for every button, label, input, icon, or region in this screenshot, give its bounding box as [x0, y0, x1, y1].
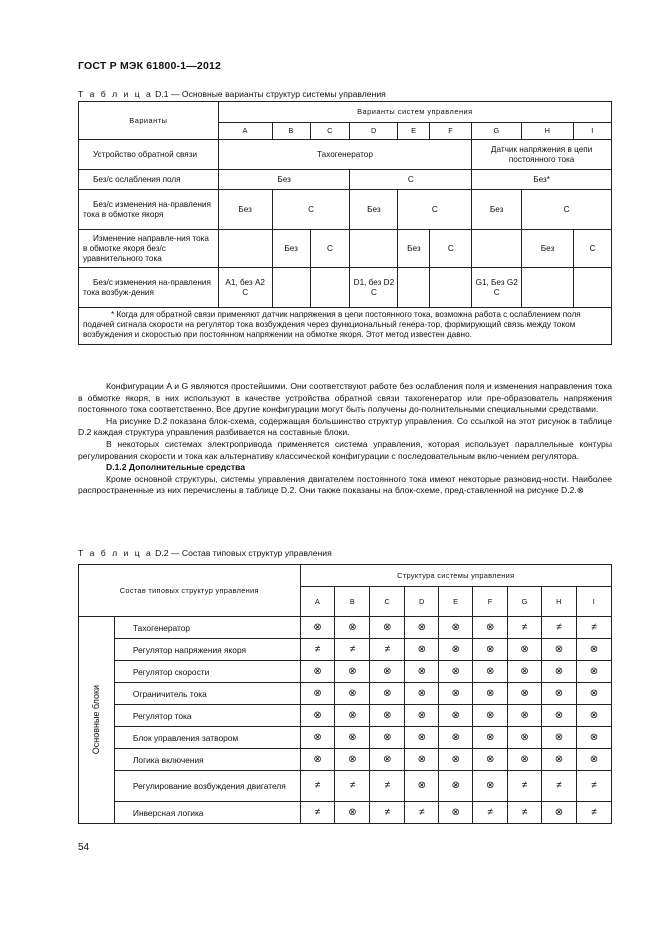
t2-letter: B: [335, 587, 370, 617]
t1-cell: Без*: [472, 170, 612, 190]
t1-footnote-text: * Когда для обратной связи применяют датчик напряжения в цепи постоянного тока, возможна работа с ослаблением поля подачей сигнала скорости на регулятор тока возбуждения через функциональный генера-тор, формирующий связь между током возбуждения и скоростью при постоянном напряжении на обмотке якоря. Этот метод известен давно.: [83, 310, 581, 339]
t2-symbol-cell: ⊗: [439, 727, 473, 749]
t2-symbol-cell: ≠: [576, 771, 611, 802]
t2-symbol-cell: ⊗: [300, 727, 335, 749]
t2-symbol-cell: ⊗: [300, 749, 335, 771]
table-d1: [78, 101, 612, 345]
t2-symbol-cell: ⊗: [439, 749, 473, 771]
document-header: ГОСТ Р МЭК 61800-1—2012: [78, 60, 222, 72]
t2-letter: G: [508, 587, 542, 617]
t2-symbol-cell: ⊗: [508, 661, 542, 683]
t1-letter: A: [218, 123, 272, 140]
t1-cell: Без: [218, 190, 272, 230]
t2-symbol-cell: ⊗: [405, 661, 439, 683]
t1-cell: [574, 268, 612, 308]
t2-letter: D: [405, 587, 439, 617]
t2-row: [79, 705, 612, 727]
t1-cell: [218, 230, 272, 268]
t1-cell: С: [310, 230, 350, 268]
t2-symbol-cell: ⊗: [370, 617, 405, 639]
t2-letter: E: [439, 587, 473, 617]
t2-symbol-cell: ⊗: [300, 683, 335, 705]
t2-symbol-cell: ⊗: [439, 683, 473, 705]
t1-cell: [350, 230, 398, 268]
t1-letter: E: [398, 123, 430, 140]
t1-cell: [430, 268, 472, 308]
t2-symbol-cell: ⊗: [576, 661, 611, 683]
t2-symbol-cell: ≠: [508, 771, 542, 802]
t2-symbol-cell: ⊗: [405, 639, 439, 661]
table2-caption: [78, 548, 332, 558]
t1-letter: B: [272, 123, 310, 140]
t2-symbol-cell: ⊗: [335, 661, 370, 683]
t1-header-variants: Варианты: [79, 102, 219, 140]
t2-symbol-cell: ⊗: [300, 661, 335, 683]
t2-symbol-cell: ⊗: [439, 705, 473, 727]
t2-symbol-cell: ⊗: [370, 661, 405, 683]
t2-symbol-cell: ⊗: [542, 661, 577, 683]
t1-letter: G: [472, 123, 522, 140]
t2-symbol-cell: ⊗: [405, 749, 439, 771]
t1-cell: С: [398, 190, 472, 230]
t2-row: [79, 617, 612, 639]
t2-symbol-cell: ⊗: [508, 749, 542, 771]
t1-cell: Без: [472, 190, 522, 230]
t1-cell: Без: [522, 230, 574, 268]
t1-letter: H: [522, 123, 574, 140]
t2-symbol-cell: ⊗: [335, 705, 370, 727]
t1-cell: [310, 268, 350, 308]
t1-row-label: Без/с изменения на-правления тока в обмотке якоря: [79, 190, 219, 230]
t2-symbol-cell: ≠: [508, 617, 542, 639]
t1-cell: С: [272, 190, 350, 230]
t1-row-label: Без/с изменения на-правления тока возбуж-дения: [79, 268, 219, 308]
t2-symbol-cell: ≠: [542, 771, 577, 802]
page-number: 54: [78, 842, 90, 853]
t2-symbol-cell: ⊗: [542, 749, 577, 771]
table2-caption-text: D.2 — Состав типовых структур управления: [152, 548, 332, 558]
t2-symbol-cell: ≠: [370, 639, 405, 661]
t1-header-group: Варианты систем управления: [218, 102, 611, 123]
t2-symbol-cell: ⊗: [300, 617, 335, 639]
body-text: [78, 381, 612, 497]
t2-symbol-cell: ⊗: [473, 749, 508, 771]
t2-symbol-cell: ⊗: [300, 705, 335, 727]
t1-cell: Датчик напряжения в цепи постоянного тока: [472, 140, 612, 170]
t2-row: [79, 727, 612, 749]
t2-symbol-cell: ⊗: [508, 727, 542, 749]
t2-letter: A: [300, 587, 335, 617]
t2-symbol-cell: ⊗: [542, 802, 577, 824]
t2-symbol-cell: ⊗: [405, 683, 439, 705]
t1-cell: С: [522, 190, 612, 230]
t2-row: [79, 802, 612, 824]
t2-row-label: Регулятор тока: [114, 705, 300, 727]
t2-row-label: Тахогенератор: [114, 617, 300, 639]
table1-caption: [78, 89, 386, 99]
t2-symbol-cell: ⊗: [473, 771, 508, 802]
t1-row-label: Изменение направле-ния тока в обмотке якоря без/с уравнительного тока: [79, 230, 219, 268]
t2-symbol-cell: ⊗: [370, 683, 405, 705]
t2-symbol-cell: ≠: [300, 802, 335, 824]
t2-symbol-cell: ⊗: [405, 617, 439, 639]
t1-cell: A1, без A2 C: [218, 268, 272, 308]
t1-footnote: [79, 308, 612, 345]
t2-letter: I: [576, 587, 611, 617]
t1-cell: D1, без D2 C: [350, 268, 398, 308]
t2-row-label: Регулятор скорости: [114, 661, 300, 683]
t2-letter: C: [370, 587, 405, 617]
section-heading: D.1.2 Дополнительные средства: [106, 462, 246, 473]
t1-cell: С: [430, 230, 472, 268]
t2-symbol-cell: ⊗: [473, 639, 508, 661]
t2-symbol-cell: ⊗: [335, 617, 370, 639]
t2-symbol-cell: ⊗: [473, 617, 508, 639]
t2-symbol-cell: ⊗: [439, 617, 473, 639]
t2-symbol-cell: ⊗: [542, 727, 577, 749]
paragraph: На рисунке D.2 показана блок-схема, содержащая большинство структур управления. Со ссылкой на этот рисунок в таблице D.2 каждая структура управления разбивается на составные блоки.: [78, 415, 612, 438]
table1-caption-label: Т а б л и ц а: [78, 89, 153, 99]
t2-symbol-cell: ⊗: [473, 705, 508, 727]
t2-row: [79, 661, 612, 683]
t2-body: [79, 617, 612, 824]
table1-caption-text: D.1 — Основные варианты структур системы управления: [152, 89, 386, 99]
t2-symbol-cell: ⊗: [405, 705, 439, 727]
paragraph: Кроме основной структуры, системы управления двигателем постоянного тока имеют некоторые разновид-ности. Наиболее распространенные из них перечислены в таблице D.2. Они также показаны на блок-схеме, пред-ставленной на рисунке D.2.⊗: [78, 473, 612, 496]
t2-symbol-cell: ⊗: [542, 705, 577, 727]
t2-symbol-cell: ⊗: [439, 639, 473, 661]
t2-symbol-cell: ⊗: [439, 802, 473, 824]
t2-symbol-cell: ⊗: [508, 639, 542, 661]
t2-row: [79, 639, 612, 661]
t2-row-label: Блок управления затвором: [114, 727, 300, 749]
t2-symbol-cell: ≠: [300, 639, 335, 661]
t2-symbol-cell: ⊗: [542, 683, 577, 705]
t2-symbol-cell: ≠: [335, 639, 370, 661]
t2-symbol-cell: ⊗: [370, 749, 405, 771]
t2-symbol-cell: ⊗: [473, 683, 508, 705]
t2-symbol-cell: ⊗: [335, 727, 370, 749]
t2-symbol-cell: ⊗: [439, 771, 473, 802]
t2-symbol-cell: ⊗: [576, 727, 611, 749]
t2-row: [79, 683, 612, 705]
t1-cell: [522, 268, 574, 308]
t2-symbol-cell: ⊗: [370, 705, 405, 727]
t2-row: [79, 771, 612, 802]
t2-symbol-cell: ⊗: [576, 683, 611, 705]
t2-symbol-cell: ⊗: [576, 639, 611, 661]
t2-symbol-cell: ⊗: [335, 683, 370, 705]
t2-symbol-cell: ⊗: [508, 683, 542, 705]
t1-letter: C: [310, 123, 350, 140]
paragraph: Конфигурации A и G являются простейшими. Они соответствуют работе без ослабления поля и изменения направления тока в обмотке якоря, в них используют в качестве устройства обратной связи тахогенератор или пре-образователь напряжения постоянного тока соответственно. Все другие конфигурации могут быть получены до-полнительными специальными средствами.: [78, 381, 612, 415]
t2-row-label: Регулятор напряжения якоря: [114, 639, 300, 661]
t2-symbol-cell: ⊗: [405, 771, 439, 802]
t2-header-left: Состав типовых структур управления: [79, 565, 301, 617]
t1-cell: С: [574, 230, 612, 268]
t2-symbol-cell: ≠: [300, 771, 335, 802]
t2-symbol-cell: ⊗: [508, 705, 542, 727]
t2-symbol-cell: ≠: [370, 771, 405, 802]
t1-cell: [272, 268, 310, 308]
t1-row-label: Устройство обратной связи: [79, 140, 219, 170]
t2-symbol-cell: ≠: [473, 802, 508, 824]
t1-cell: Без: [218, 170, 350, 190]
t2-symbol-cell: ⊗: [335, 749, 370, 771]
t2-row-label: Логика включения: [114, 749, 300, 771]
t2-symbol-cell: ⊗: [405, 727, 439, 749]
t2-group-cell: [79, 617, 115, 824]
t1-cell: [398, 268, 430, 308]
t2-header-group: Структура системы управления: [300, 565, 611, 587]
t2-symbol-cell: ≠: [542, 617, 577, 639]
t2-symbol-cell: ≠: [335, 771, 370, 802]
t1-letter: D: [350, 123, 398, 140]
table-d2: [78, 564, 612, 824]
t1-cell: Без: [398, 230, 430, 268]
table2-caption-label: Т а б л и ц а: [78, 548, 153, 558]
t2-row-label: Регулирование возбуждения двигателя: [114, 771, 300, 802]
t1-cell: Тахогенератор: [218, 140, 471, 170]
t2-row-label: Инверсная логика: [114, 802, 300, 824]
t2-symbol-cell: ⊗: [576, 749, 611, 771]
t1-cell: [472, 230, 522, 268]
t2-symbol-cell: ⊗: [542, 639, 577, 661]
t1-cell: G1, Без G2 C: [472, 268, 522, 308]
t2-letter: H: [542, 587, 577, 617]
t1-letter: I: [574, 123, 612, 140]
t2-symbol-cell: ⊗: [335, 802, 370, 824]
t2-symbol-cell: ⊗: [439, 661, 473, 683]
t2-symbol-cell: ≠: [576, 802, 611, 824]
t2-symbol-cell: ≠: [370, 802, 405, 824]
t1-cell: Без: [272, 230, 310, 268]
t2-group-label: Основные блоки: [91, 685, 102, 755]
t2-symbol-cell: ⊗: [576, 705, 611, 727]
t1-letter: F: [430, 123, 472, 140]
t1-cell: Без: [350, 190, 398, 230]
t1-row-label: Без/с ослабления поля: [79, 170, 219, 190]
t1-cell: С: [350, 170, 472, 190]
t2-row-label: Ограничитель тока: [114, 683, 300, 705]
t2-symbol-cell: ≠: [576, 617, 611, 639]
t2-symbol-cell: ≠: [508, 802, 542, 824]
t2-symbol-cell: ⊗: [370, 727, 405, 749]
t2-symbol-cell: ⊗: [473, 727, 508, 749]
t2-letter: F: [473, 587, 508, 617]
t2-symbol-cell: ⊗: [473, 661, 508, 683]
t2-symbol-cell: ≠: [405, 802, 439, 824]
t2-row: [79, 749, 612, 771]
paragraph: В некоторых системах электропривода применяется система управления, которая использует параллельные контуры регулирования скорости и тока как альтернативу классической конфигурации с последовательным вклю-чением регулятора.: [78, 438, 612, 461]
